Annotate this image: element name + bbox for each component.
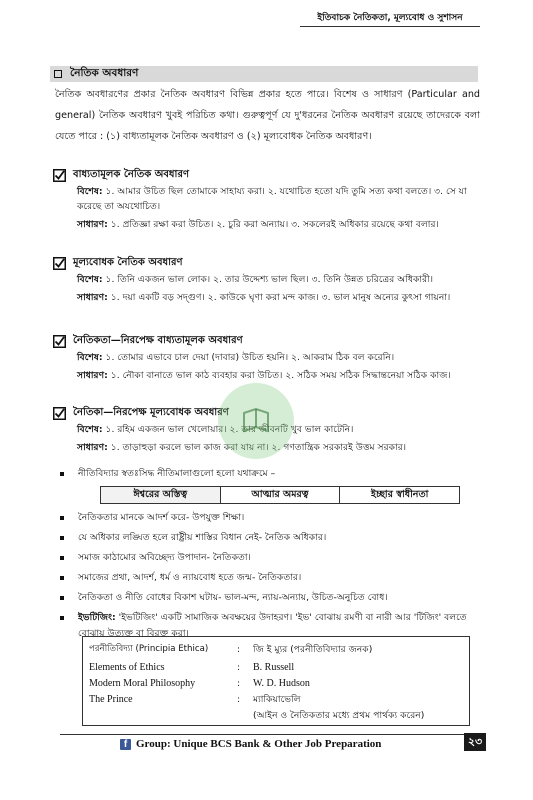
list-item: যে অধিকার লঙ্ঘিত হলে রাষ্ট্রীয় শাস্তির বিধান নেই- নৈতিক অধিকার।	[58, 530, 483, 546]
list-item: ইভটিজিং: 'ইভটিজিং' একটি সামাজিক অবক্ষয়ের উদাহরণ। 'ইভ' বোঝায় রমণী বা নারী আর 'টিজিং' বলতে বোঝায় উত্যক্ত বা বিরক্ত করা।	[58, 610, 483, 642]
list-item: নীতিবিদ্যার স্বতঃসিদ্ধ নীতিমালাগুলো হলো যথাক্রমে –	[58, 466, 483, 482]
list-item: সমাজের প্রথা, আদর্শ, ধর্ম ও ন্যায়বোধ হতে জন্ম- নৈতিকতার।	[58, 570, 483, 586]
checkbox-checked-icon	[53, 407, 66, 420]
general-example: সাধারণ: ১. দয়া একটি বড় সদ্গুণ। ২. কাউকে ঘৃণা করা মন্দ কাজ। ৩. ভাল মানুষ অন্যের কুৎসা গায়না।	[77, 292, 451, 303]
general-example: সাধারণ: ১. প্রতিজ্ঞা রক্ষা করা উচিত। ২. চুরি করা অন্যায়। ৩. সকলেরই অধিকার রয়েছে কথা বলার।	[77, 219, 439, 230]
axioms-table	[100, 486, 460, 504]
subsection-neutral-evaluative	[53, 404, 483, 458]
special-example: বিশেষ: ১. তোমার এভাবে চাল দেয়া (দাবার) উচিত হয়নি। ২. আকরাম ঠিক বল করেনি।	[77, 352, 395, 363]
checkbox-checked-icon	[53, 169, 66, 182]
subsection-title: নৈতিকতা—নিরপেক্ষ বাধ্যতামূলক অবধারণ	[73, 334, 243, 346]
list-item: সমাজ কাঠামোর অবিচ্ছেদ্য উপাদান- নৈতিকতা।	[58, 550, 483, 566]
facts-list	[58, 510, 483, 646]
section-heading	[50, 66, 478, 82]
subsection-title: নৈতিকা—নিরপেক্ষ মূল্যবোধক অবধারণ	[73, 406, 229, 418]
special-example: বিশেষ: ১. তিনি একজন ভাল লোক। ২. তার উদ্দেশ্য ভাল ছিল। ৩. তিনি উন্নত চরিত্রের অধিকারী।	[77, 274, 434, 285]
books-table	[82, 636, 470, 726]
subsection-title: বাধ্যতামূলক নৈতিক অবধারণ	[73, 168, 189, 180]
special-example: বিশেষ: ১. রহিম একজন ভাল খেলোয়ার। ২. তার জীবনটি খুব ভাল কাটেনি।	[77, 424, 354, 435]
running-head: ইতিবাচক নৈতিকতা, মূল্যবোধ ও সুশাসন	[300, 10, 480, 27]
table-cell: ইচ্ছার স্বাধীনতা	[371, 488, 429, 500]
footer	[120, 736, 381, 752]
table-cell: আত্মার অমরত্ব	[221, 487, 341, 503]
table-row: Modern Moral Philosophy : W. D. Hudson	[89, 677, 310, 689]
table-row: The Prince : ম্যাকিয়াভেলি	[89, 693, 301, 705]
subsection-obligatory	[53, 166, 483, 235]
section-title: নৈতিক অবধারণ	[70, 66, 139, 79]
table-row-note: (আইন ও নৈতিকতার মধ্যে প্রথম পার্থক্য করেন)	[253, 709, 425, 721]
intro-paragraph: নৈতিক অবধারণের প্রকার নৈতিক অবধারণ বিভিন্ন প্রকার হতে পারে। বিশেষ ও সাধারণ (Particular and general) নৈতিক অবধারণ খুবই পরিচিত কথা। গুরুত্বপূর্ণ যে দু'ধরনের নৈতিক অবধারণ রয়েছে তাদেরকে বলা যেতে পারে : (১) বাধ্যতামূলক নৈতিক অবধারণ ও (২) মূল্যবোধক নৈতিক অবধারণ।	[55, 89, 480, 142]
footer-text: Group: Unique BCS Bank & Other Job Preparation	[136, 738, 382, 750]
table-cell: ঈশ্বরের অস্তিত্ব	[101, 487, 221, 503]
checkbox-checked-icon	[53, 335, 66, 348]
general-example: সাধারণ: ১. নৌকা বানাতে ভাল কাঠ ব্যবহার করা উচিত। ২. সঠিক সময় সঠিক সিদ্ধান্তনেয়া সঠিক কাজ।	[77, 370, 451, 381]
table-row: Elements of Ethics : B. Russell	[89, 661, 295, 673]
square-bullet-icon	[54, 70, 62, 78]
checkbox-checked-icon	[53, 257, 66, 270]
footer-rule	[60, 734, 484, 735]
subsection-evaluative	[53, 254, 483, 308]
page-number: ২৩	[464, 733, 486, 751]
special-example: বিশেষ: ১. আমার উচিত ছিল তোমাকে সাহায্য করা। ২. যথোচিত হতো যদি তুমি সত্য কথা বলতে। ৩. সে যা করেছে তা অযথোচিত।	[77, 186, 467, 212]
subsection-neutral-obligatory	[53, 332, 483, 386]
list-item: নৈতিকতা ও নীতি বোধের বিকাশ ঘটায়- ভাল-মন্দ, ন্যায়-অন্যায়, উচিত-অনুচিত বোধ।	[58, 590, 483, 606]
facebook-icon: f	[120, 739, 131, 750]
table-row: পরনীতিবিদ্যা (Principia Ethica) : জি ই ম্যুর (পরনীতিবিদ্যার জনক)	[89, 643, 373, 655]
list-item: নৈতিকতার মানকে আদর্শ করে- উপযুক্ত শিক্ষা।	[58, 510, 483, 526]
general-example: সাধারণ: ১. তাড়াহুড়া করলে ভাল কাজ করা যায় না। ২. গণতান্ত্রিক সরকারই উত্তম সরকার।	[77, 442, 407, 453]
subsection-title: মূল্যবোধক নৈতিক অবধারণ	[73, 256, 183, 268]
axiom-intro	[58, 466, 483, 486]
